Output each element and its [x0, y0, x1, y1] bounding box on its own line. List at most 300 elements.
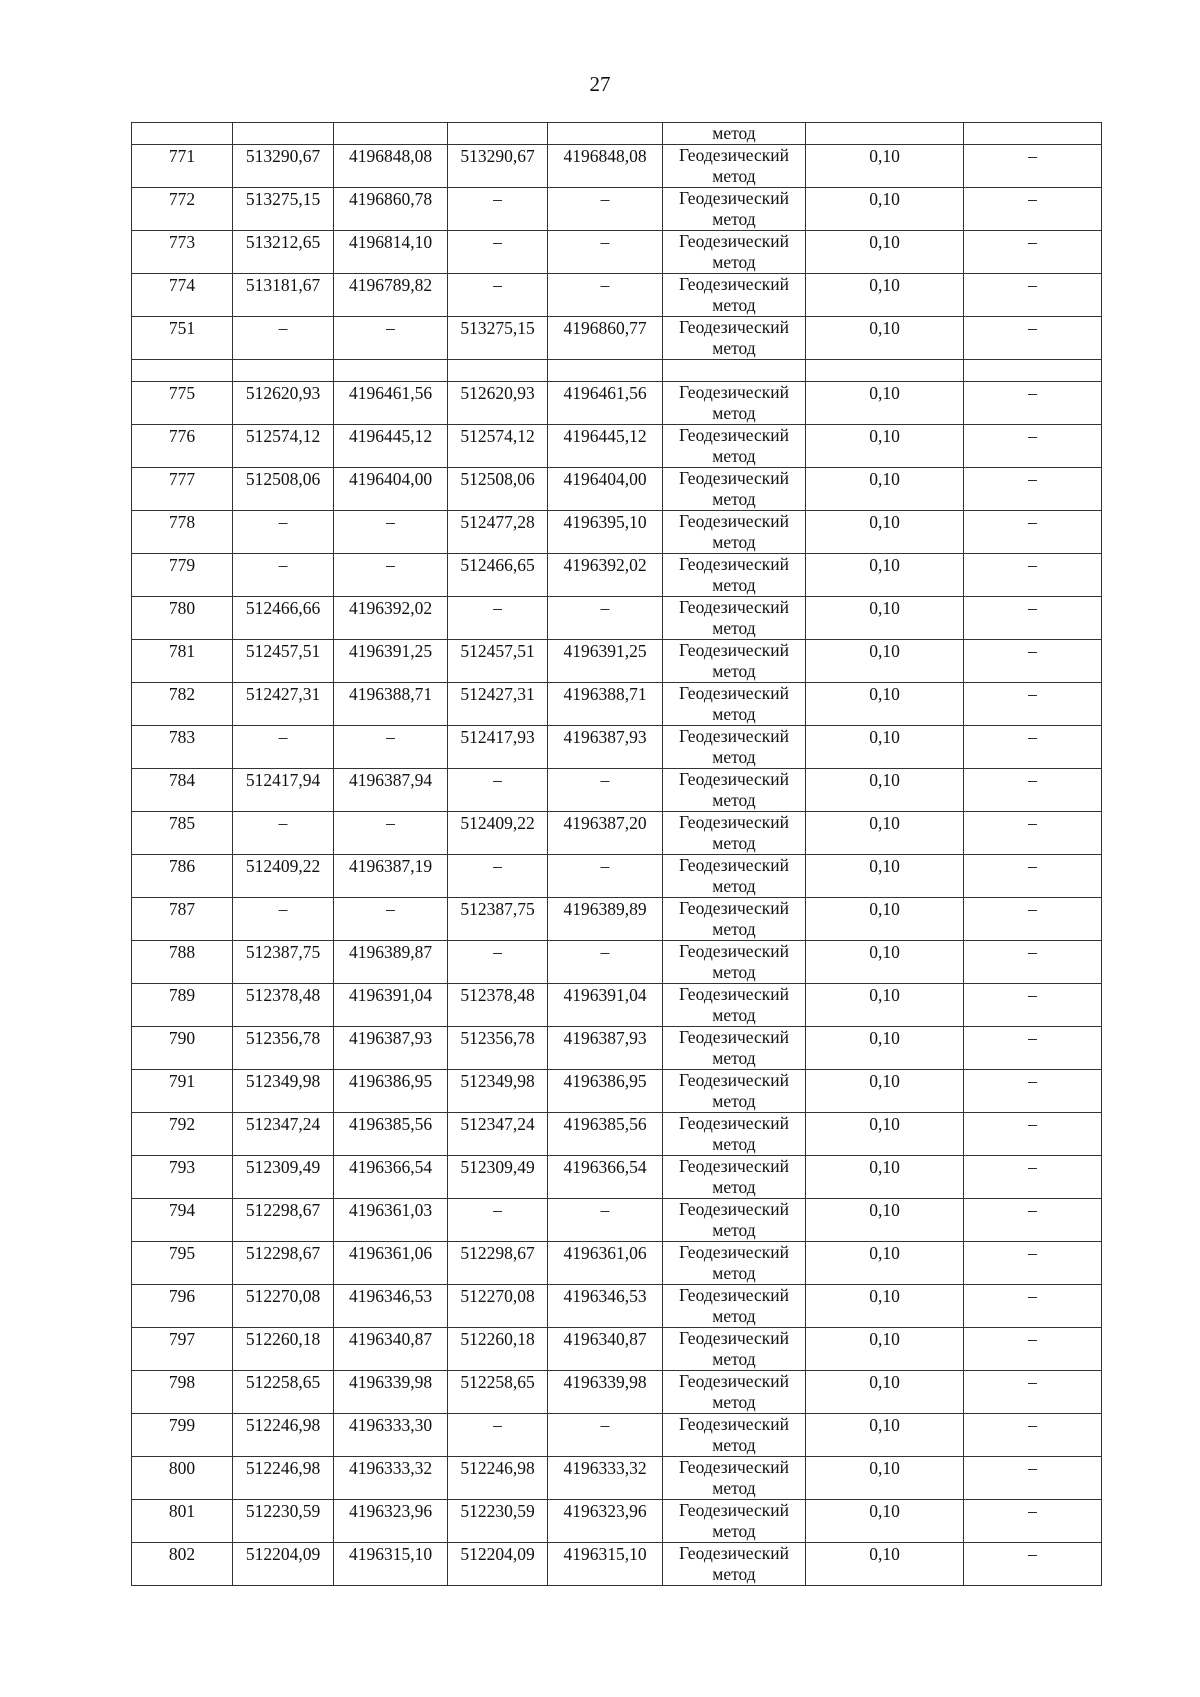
method-cell: Геодезический метод — [663, 554, 806, 597]
x-old-cell: – — [233, 317, 334, 360]
point-number-cell: 789 — [132, 984, 233, 1027]
x-new-cell: 512246,98 — [448, 1457, 548, 1500]
x-old-cell: – — [233, 554, 334, 597]
method-cell: Геодезический метод — [663, 231, 806, 274]
note-cell: – — [964, 511, 1102, 554]
y-new-cell: 4196848,08 — [548, 145, 663, 188]
continued-row — [132, 123, 1102, 145]
method-cell: метод — [663, 123, 806, 145]
x-old-cell: 512409,22 — [233, 855, 334, 898]
point-number-cell: 785 — [132, 812, 233, 855]
point-number-cell: 790 — [132, 1027, 233, 1070]
table-row — [132, 726, 1102, 769]
point-number-cell: 793 — [132, 1156, 233, 1199]
y-new-cell: 4196395,10 — [548, 511, 663, 554]
table-row — [132, 317, 1102, 360]
y-old-cell: 4196387,19 — [334, 855, 448, 898]
table-row — [132, 1500, 1102, 1543]
y-old-cell: – — [334, 726, 448, 769]
x-new-cell: 512466,65 — [448, 554, 548, 597]
y-old-cell: 4196323,96 — [334, 1500, 448, 1543]
accuracy-cell: 0,10 — [806, 597, 964, 640]
x-new-cell: – — [448, 274, 548, 317]
point-number-cell: 773 — [132, 231, 233, 274]
method-cell: Геодезический метод — [663, 1242, 806, 1285]
y-old-cell: 4196445,12 — [334, 425, 448, 468]
table-row — [132, 1371, 1102, 1414]
y-old-cell: 4196391,25 — [334, 640, 448, 683]
point-number-cell: 783 — [132, 726, 233, 769]
method-cell: Геодезический метод — [663, 597, 806, 640]
y-old-cell: – — [334, 812, 448, 855]
x-old-cell: – — [233, 511, 334, 554]
y-new-cell: 4196385,56 — [548, 1113, 663, 1156]
x-old-cell: 512457,51 — [233, 640, 334, 683]
table-row — [132, 188, 1102, 231]
accuracy-cell: 0,10 — [806, 855, 964, 898]
table-row — [132, 1457, 1102, 1500]
method-cell: Геодезический метод — [663, 1285, 806, 1328]
x-new-cell: 512349,98 — [448, 1070, 548, 1113]
x-new-cell: 512620,93 — [448, 382, 548, 425]
x-old-cell: 512246,98 — [233, 1457, 334, 1500]
empty-row — [132, 360, 1102, 382]
point-number-cell: 794 — [132, 1199, 233, 1242]
y-new-cell: 4196445,12 — [548, 425, 663, 468]
method-cell: Геодезический метод — [663, 468, 806, 511]
accuracy-cell: 0,10 — [806, 1328, 964, 1371]
table-row — [132, 898, 1102, 941]
table-row — [132, 231, 1102, 274]
x-new-cell: 512347,24 — [448, 1113, 548, 1156]
method-cell: Геодезический метод — [663, 382, 806, 425]
x-new-cell: 512260,18 — [448, 1328, 548, 1371]
y-old-cell: 4196333,30 — [334, 1414, 448, 1457]
point-number-cell: 784 — [132, 769, 233, 812]
y-new-cell: 4196387,93 — [548, 1027, 663, 1070]
y-new-cell: 4196387,20 — [548, 812, 663, 855]
point-number-cell: 800 — [132, 1457, 233, 1500]
table-row — [132, 145, 1102, 188]
note-cell: – — [964, 1113, 1102, 1156]
note-cell: – — [964, 554, 1102, 597]
y-new-cell: 4196339,98 — [548, 1371, 663, 1414]
x-new-cell: 512409,22 — [448, 812, 548, 855]
y-new-cell: 4196387,93 — [548, 726, 663, 769]
x-old-cell: 512309,49 — [233, 1156, 334, 1199]
y-new-cell: 4196386,95 — [548, 1070, 663, 1113]
note-cell: – — [964, 425, 1102, 468]
x-new-cell: 513275,15 — [448, 317, 548, 360]
method-cell: Геодезический метод — [663, 941, 806, 984]
method-cell: Геодезический метод — [663, 188, 806, 231]
x-old-cell: 513275,15 — [233, 188, 334, 231]
point-number-cell: 774 — [132, 274, 233, 317]
method-cell: Геодезический метод — [663, 1027, 806, 1070]
accuracy-cell: 0,10 — [806, 145, 964, 188]
x-old-cell: 512260,18 — [233, 1328, 334, 1371]
x-new-cell: 512309,49 — [448, 1156, 548, 1199]
x-old-cell: 512387,75 — [233, 941, 334, 984]
y-new-cell: – — [548, 1199, 663, 1242]
y-old-cell: 4196333,32 — [334, 1457, 448, 1500]
method-cell: Геодезический метод — [663, 1070, 806, 1113]
note-cell: – — [964, 1156, 1102, 1199]
note-cell: – — [964, 1500, 1102, 1543]
accuracy-cell: 0,10 — [806, 941, 964, 984]
point-number-cell: 780 — [132, 597, 233, 640]
accuracy-cell: 0,10 — [806, 1371, 964, 1414]
x-old-cell: 512574,12 — [233, 425, 334, 468]
accuracy-cell: 0,10 — [806, 898, 964, 941]
y-old-cell: 4196340,87 — [334, 1328, 448, 1371]
method-cell: Геодезический метод — [663, 855, 806, 898]
accuracy-cell: 0,10 — [806, 188, 964, 231]
y-old-cell: – — [334, 317, 448, 360]
note-cell: – — [964, 468, 1102, 511]
y-new-cell: – — [548, 231, 663, 274]
note-cell: – — [964, 941, 1102, 984]
table-row — [132, 468, 1102, 511]
table-row — [132, 1070, 1102, 1113]
method-cell: Геодезический метод — [663, 812, 806, 855]
page-number: 27 — [589, 72, 611, 96]
accuracy-cell: 0,10 — [806, 382, 964, 425]
x-old-cell: 512466,66 — [233, 597, 334, 640]
x-new-cell: 512356,78 — [448, 1027, 548, 1070]
y-new-cell: 4196391,04 — [548, 984, 663, 1027]
y-new-cell: 4196388,71 — [548, 683, 663, 726]
note-cell: – — [964, 769, 1102, 812]
table-row — [132, 683, 1102, 726]
accuracy-cell: 0,10 — [806, 1242, 964, 1285]
x-old-cell: – — [233, 726, 334, 769]
note-cell: – — [964, 726, 1102, 769]
y-new-cell: 4196392,02 — [548, 554, 663, 597]
accuracy-cell: 0,10 — [806, 554, 964, 597]
y-new-cell: – — [548, 769, 663, 812]
table-body — [132, 123, 1102, 1586]
table-row — [132, 1328, 1102, 1371]
y-old-cell: – — [334, 898, 448, 941]
accuracy-cell: 0,10 — [806, 1199, 964, 1242]
method-cell: Геодезический метод — [663, 1328, 806, 1371]
accuracy-cell: 0,10 — [806, 425, 964, 468]
y-old-cell: 4196386,95 — [334, 1070, 448, 1113]
x-old-cell: 512347,24 — [233, 1113, 334, 1156]
x-new-cell: – — [448, 855, 548, 898]
method-cell: Геодезический метод — [663, 640, 806, 683]
y-new-cell: 4196366,54 — [548, 1156, 663, 1199]
table-row — [132, 1156, 1102, 1199]
x-new-cell: – — [448, 597, 548, 640]
note-cell: – — [964, 382, 1102, 425]
y-old-cell: 4196461,56 — [334, 382, 448, 425]
table-row — [132, 554, 1102, 597]
x-new-cell: 512417,93 — [448, 726, 548, 769]
x-old-cell: 513290,67 — [233, 145, 334, 188]
note-cell: – — [964, 812, 1102, 855]
x-new-cell: – — [448, 1414, 548, 1457]
table-row — [132, 1414, 1102, 1457]
y-new-cell: – — [548, 188, 663, 231]
y-old-cell: 4196848,08 — [334, 145, 448, 188]
coordinates-table — [131, 122, 1102, 1586]
accuracy-cell: 0,10 — [806, 1285, 964, 1328]
method-cell: Геодезический метод — [663, 317, 806, 360]
y-old-cell: 4196392,02 — [334, 597, 448, 640]
x-old-cell: 512378,48 — [233, 984, 334, 1027]
x-old-cell: 512349,98 — [233, 1070, 334, 1113]
accuracy-cell: 0,10 — [806, 1414, 964, 1457]
y-old-cell: 4196361,03 — [334, 1199, 448, 1242]
x-old-cell: 512204,09 — [233, 1543, 334, 1586]
note-cell: – — [964, 1328, 1102, 1371]
x-new-cell: 512270,08 — [448, 1285, 548, 1328]
x-new-cell: 513290,67 — [448, 145, 548, 188]
y-old-cell: 4196387,94 — [334, 769, 448, 812]
x-new-cell: 512427,31 — [448, 683, 548, 726]
note-cell: – — [964, 1242, 1102, 1285]
x-old-cell: 512298,67 — [233, 1242, 334, 1285]
method-cell: Геодезический метод — [663, 1113, 806, 1156]
note-cell: – — [964, 145, 1102, 188]
y-old-cell: 4196346,53 — [334, 1285, 448, 1328]
method-cell: Геодезический метод — [663, 1500, 806, 1543]
x-old-cell: 512258,65 — [233, 1371, 334, 1414]
accuracy-cell: 0,10 — [806, 769, 964, 812]
x-old-cell: 512508,06 — [233, 468, 334, 511]
y-new-cell: 4196461,56 — [548, 382, 663, 425]
point-number-cell: 801 — [132, 1500, 233, 1543]
point-number-cell: 786 — [132, 855, 233, 898]
point-number-cell: 788 — [132, 941, 233, 984]
note-cell: – — [964, 1285, 1102, 1328]
point-number-cell: 797 — [132, 1328, 233, 1371]
x-new-cell: 512387,75 — [448, 898, 548, 941]
y-new-cell: 4196389,89 — [548, 898, 663, 941]
y-old-cell: 4196789,82 — [334, 274, 448, 317]
accuracy-cell: 0,10 — [806, 812, 964, 855]
method-cell: Геодезический метод — [663, 726, 806, 769]
point-number-cell: 799 — [132, 1414, 233, 1457]
point-number-cell: 796 — [132, 1285, 233, 1328]
table-row — [132, 597, 1102, 640]
y-new-cell: 4196333,32 — [548, 1457, 663, 1500]
y-old-cell: 4196404,00 — [334, 468, 448, 511]
x-old-cell: 513181,67 — [233, 274, 334, 317]
table-row — [132, 511, 1102, 554]
y-new-cell: – — [548, 1414, 663, 1457]
method-cell: Геодезический метод — [663, 1156, 806, 1199]
x-old-cell: 512620,93 — [233, 382, 334, 425]
method-cell: Геодезический метод — [663, 145, 806, 188]
x-new-cell: – — [448, 941, 548, 984]
point-number-cell: 779 — [132, 554, 233, 597]
x-old-cell: 512417,94 — [233, 769, 334, 812]
y-old-cell: 4196339,98 — [334, 1371, 448, 1414]
table-row — [132, 941, 1102, 984]
x-new-cell: 512457,51 — [448, 640, 548, 683]
y-old-cell: – — [334, 511, 448, 554]
point-number-cell: 802 — [132, 1543, 233, 1586]
point-number-cell: 782 — [132, 683, 233, 726]
table-row — [132, 984, 1102, 1027]
note-cell: – — [964, 1543, 1102, 1586]
y-old-cell: – — [334, 554, 448, 597]
y-new-cell: 4196346,53 — [548, 1285, 663, 1328]
x-new-cell: 512508,06 — [448, 468, 548, 511]
y-old-cell: 4196387,93 — [334, 1027, 448, 1070]
x-new-cell: 512477,28 — [448, 511, 548, 554]
method-cell: Геодезический метод — [663, 274, 806, 317]
accuracy-cell: 0,10 — [806, 1070, 964, 1113]
y-new-cell: 4196391,25 — [548, 640, 663, 683]
y-old-cell: 4196361,06 — [334, 1242, 448, 1285]
y-new-cell: 4196315,10 — [548, 1543, 663, 1586]
y-new-cell: 4196340,87 — [548, 1328, 663, 1371]
x-new-cell: – — [448, 769, 548, 812]
method-cell: Геодезический метод — [663, 683, 806, 726]
point-number-cell: 772 — [132, 188, 233, 231]
table-row — [132, 1242, 1102, 1285]
note-cell: – — [964, 1414, 1102, 1457]
x-old-cell: – — [233, 898, 334, 941]
accuracy-cell: 0,10 — [806, 1113, 964, 1156]
method-cell: Геодезический метод — [663, 425, 806, 468]
accuracy-cell: 0,10 — [806, 1027, 964, 1070]
note-cell: – — [964, 1070, 1102, 1113]
method-cell: Геодезический метод — [663, 769, 806, 812]
note-cell: – — [964, 1371, 1102, 1414]
x-new-cell: – — [448, 1199, 548, 1242]
x-new-cell: 512230,59 — [448, 1500, 548, 1543]
table-row — [132, 1027, 1102, 1070]
point-number-cell: 776 — [132, 425, 233, 468]
x-old-cell: 512270,08 — [233, 1285, 334, 1328]
accuracy-cell: 0,10 — [806, 1457, 964, 1500]
y-new-cell: – — [548, 274, 663, 317]
table-row — [132, 425, 1102, 468]
x-new-cell: 512378,48 — [448, 984, 548, 1027]
y-old-cell: 4196388,71 — [334, 683, 448, 726]
y-old-cell: 4196385,56 — [334, 1113, 448, 1156]
accuracy-cell: 0,10 — [806, 317, 964, 360]
y-new-cell: – — [548, 597, 663, 640]
table-row — [132, 769, 1102, 812]
table-row — [132, 274, 1102, 317]
y-new-cell: – — [548, 855, 663, 898]
note-cell: – — [964, 1199, 1102, 1242]
y-new-cell: 4196404,00 — [548, 468, 663, 511]
method-cell: Геодезический метод — [663, 898, 806, 941]
x-new-cell: 512298,67 — [448, 1242, 548, 1285]
accuracy-cell: 0,10 — [806, 231, 964, 274]
accuracy-cell: 0,10 — [806, 683, 964, 726]
point-number-cell: 771 — [132, 145, 233, 188]
x-old-cell: 512298,67 — [233, 1199, 334, 1242]
x-new-cell: – — [448, 188, 548, 231]
method-cell: Геодезический метод — [663, 1371, 806, 1414]
x-old-cell: – — [233, 812, 334, 855]
note-cell: – — [964, 188, 1102, 231]
x-old-cell: 512246,98 — [233, 1414, 334, 1457]
note-cell: – — [964, 274, 1102, 317]
point-number-cell: 791 — [132, 1070, 233, 1113]
point-number-cell: 798 — [132, 1371, 233, 1414]
note-cell: – — [964, 231, 1102, 274]
accuracy-cell: 0,10 — [806, 726, 964, 769]
method-cell: Геодезический метод — [663, 1543, 806, 1586]
note-cell: – — [964, 1027, 1102, 1070]
note-cell: – — [964, 1457, 1102, 1500]
note-cell: – — [964, 984, 1102, 1027]
y-old-cell: 4196366,54 — [334, 1156, 448, 1199]
table-row — [132, 1199, 1102, 1242]
method-cell: Геодезический метод — [663, 984, 806, 1027]
accuracy-cell: 0,10 — [806, 984, 964, 1027]
table-row — [132, 1113, 1102, 1156]
table-row — [132, 855, 1102, 898]
y-old-cell: 4196391,04 — [334, 984, 448, 1027]
method-cell: Геодезический метод — [663, 1199, 806, 1242]
point-number-cell: 787 — [132, 898, 233, 941]
note-cell: – — [964, 597, 1102, 640]
x-new-cell: – — [448, 231, 548, 274]
y-old-cell: 4196860,78 — [334, 188, 448, 231]
x-old-cell: 512356,78 — [233, 1027, 334, 1070]
note-cell: – — [964, 855, 1102, 898]
note-cell: – — [964, 317, 1102, 360]
x-old-cell: 512230,59 — [233, 1500, 334, 1543]
x-new-cell: 512258,65 — [448, 1371, 548, 1414]
y-old-cell: 4196814,10 — [334, 231, 448, 274]
method-cell: Геодезический метод — [663, 511, 806, 554]
y-new-cell: 4196361,06 — [548, 1242, 663, 1285]
y-old-cell: 4196389,87 — [334, 941, 448, 984]
table-row — [132, 382, 1102, 425]
y-new-cell: – — [548, 941, 663, 984]
table-row — [132, 1543, 1102, 1586]
accuracy-cell: 0,10 — [806, 511, 964, 554]
x-old-cell: 512427,31 — [233, 683, 334, 726]
point-number-cell: 775 — [132, 382, 233, 425]
point-number-cell: 792 — [132, 1113, 233, 1156]
table-row — [132, 1285, 1102, 1328]
y-new-cell: 4196860,77 — [548, 317, 663, 360]
x-old-cell: 513212,65 — [233, 231, 334, 274]
accuracy-cell: 0,10 — [806, 1543, 964, 1586]
point-number-cell: 795 — [132, 1242, 233, 1285]
note-cell: – — [964, 898, 1102, 941]
note-cell: – — [964, 640, 1102, 683]
note-cell: – — [964, 683, 1102, 726]
table-row — [132, 640, 1102, 683]
y-new-cell: 4196323,96 — [548, 1500, 663, 1543]
method-cell: Геодезический метод — [663, 1457, 806, 1500]
point-number-cell: 751 — [132, 317, 233, 360]
accuracy-cell: 0,10 — [806, 274, 964, 317]
method-cell: Геодезический метод — [663, 1414, 806, 1457]
accuracy-cell: 0,10 — [806, 468, 964, 511]
accuracy-cell: 0,10 — [806, 1500, 964, 1543]
x-new-cell: 512204,09 — [448, 1543, 548, 1586]
x-new-cell: 512574,12 — [448, 425, 548, 468]
y-old-cell: 4196315,10 — [334, 1543, 448, 1586]
point-number-cell: 781 — [132, 640, 233, 683]
point-number-cell: 777 — [132, 468, 233, 511]
point-number-cell: 778 — [132, 511, 233, 554]
